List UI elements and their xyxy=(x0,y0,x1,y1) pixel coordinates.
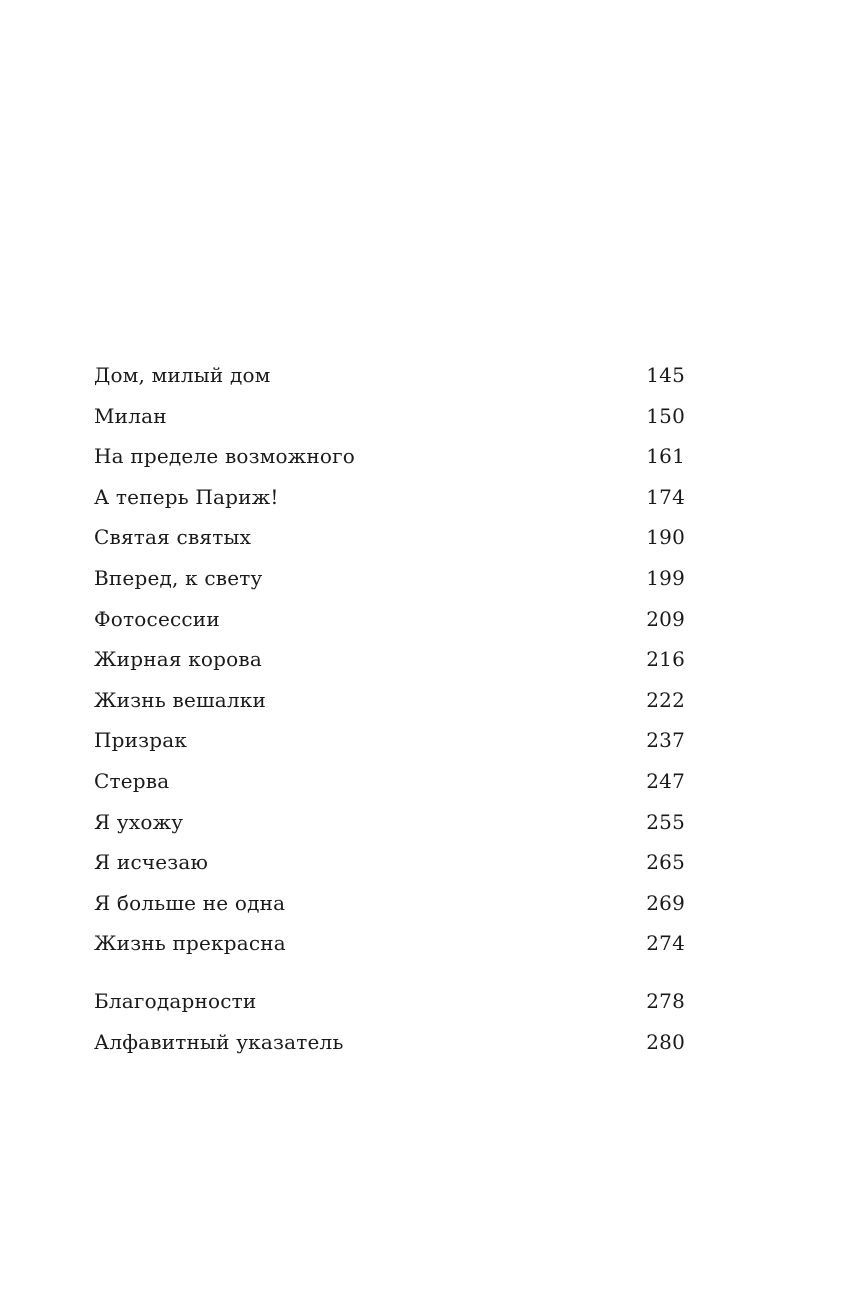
toc-entry-page: 269 xyxy=(646,890,685,915)
toc-entry-title: Милан xyxy=(94,403,167,428)
toc-entry-page: 265 xyxy=(646,850,685,875)
section-gap xyxy=(94,964,685,981)
toc-entry-page: 145 xyxy=(646,363,685,387)
toc-entry-title: Стерва xyxy=(94,768,170,793)
toc-entry-back-matter xyxy=(94,1022,685,1063)
toc-entry-title: Фотосессии xyxy=(94,606,220,631)
toc-entry-page: 199 xyxy=(646,565,685,590)
toc-entry-title: Призрак xyxy=(94,728,188,753)
toc-entry xyxy=(94,883,685,924)
toc-entry-title: Благодарности xyxy=(94,988,257,1013)
toc-entry xyxy=(94,923,685,964)
toc-entry xyxy=(94,680,685,721)
toc-entry xyxy=(94,477,685,518)
toc-entry-back-matter xyxy=(94,981,685,1022)
toc-entry-title: Святая святых xyxy=(94,525,252,550)
toc-entry-title: Жизнь вешалки xyxy=(94,687,267,712)
toc-entry-page: 274 xyxy=(646,931,685,956)
toc-entry-title: Я больше не одна xyxy=(94,890,286,915)
toc-entry-title: Жирная корова xyxy=(94,647,263,672)
toc-entry-page: 247 xyxy=(646,768,685,793)
toc-entry-title: Я исчезаю xyxy=(94,850,209,875)
table-of-contents xyxy=(94,355,685,1062)
toc-entry-page: 255 xyxy=(646,809,685,834)
toc-entry-title: А теперь Париж! xyxy=(94,484,279,509)
toc-entry xyxy=(94,639,685,680)
toc-entry xyxy=(94,802,685,843)
toc-entry xyxy=(94,761,685,802)
toc-entry xyxy=(94,720,685,761)
toc-entry-title: Жизнь прекрасна xyxy=(94,931,286,956)
toc-entry-title: На пределе возможного xyxy=(94,444,356,469)
toc-entry-page: 280 xyxy=(646,1029,685,1054)
toc-entry-page: 150 xyxy=(646,403,685,428)
toc-entry xyxy=(94,842,685,883)
toc-entry xyxy=(94,517,685,558)
toc-entry xyxy=(94,396,685,437)
toc-entry-page: 161 xyxy=(646,444,685,469)
toc-entry-title: Я ухожу xyxy=(94,809,184,834)
toc-entry xyxy=(94,355,685,396)
toc-entry-page: 237 xyxy=(646,728,685,753)
toc-entry-title: Алфавитный указатель xyxy=(94,1029,344,1054)
toc-entry xyxy=(94,599,685,640)
toc-entry-page: 216 xyxy=(646,647,685,672)
toc-entry-page: 174 xyxy=(646,484,685,509)
toc-entry-title: Вперед, к свету xyxy=(94,565,263,590)
toc-entry xyxy=(94,558,685,599)
toc-entry-page: 278 xyxy=(646,988,685,1013)
toc-entry xyxy=(94,436,685,477)
toc-entry-page: 209 xyxy=(646,606,685,631)
toc-entry-page: 190 xyxy=(646,525,685,550)
toc-entry-title: Дом, милый дом xyxy=(94,363,271,387)
toc-entry-page: 222 xyxy=(646,687,685,712)
